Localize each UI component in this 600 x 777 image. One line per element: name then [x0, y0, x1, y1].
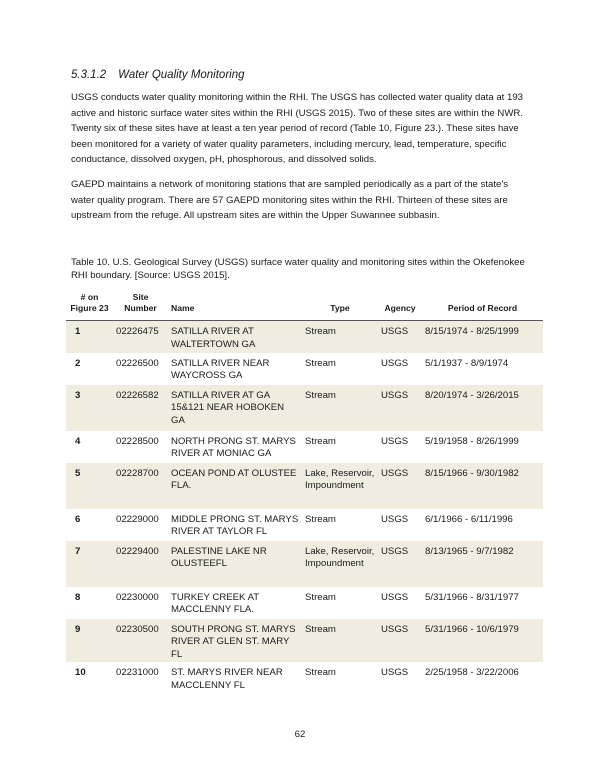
row-type: Stream [305, 435, 336, 447]
row-agency: USGS [378, 463, 422, 509]
row-period: 5/31/1966 - 8/31/1977 [425, 591, 519, 603]
row-type: Stream [302, 619, 378, 662]
row-type: Lake, Reservoir, Impoundment [302, 463, 378, 509]
table-row [66, 431, 543, 463]
row-period: 2/25/1958 - 3/22/2006 [425, 666, 519, 678]
row-site-number: 02230500 [113, 619, 168, 662]
row-agency: USGS [378, 541, 422, 587]
row-figure-number: 8 [75, 591, 81, 603]
row-period: 8/20/1974 - 3/26/2015 [422, 385, 543, 431]
header-name: Name [168, 290, 302, 321]
row-figure-number: 9 [66, 619, 113, 662]
row-site-number: 02228500 [116, 435, 159, 447]
row-agency: USGS [378, 321, 422, 353]
row-agency: USGS [378, 385, 422, 431]
row-figure-number: 7 [66, 541, 113, 587]
row-agency: USGS [381, 666, 409, 678]
row-figure-number: 5 [66, 463, 113, 509]
row-name: PALESTINE LAKE NR OLUSTEEFL [168, 541, 302, 587]
section-number: 5.3.1.2 [71, 69, 107, 81]
header-period: Period of Record [422, 290, 543, 321]
row-agency: USGS [378, 619, 422, 662]
section-heading [71, 69, 245, 81]
row-site-number: 02229000 [116, 513, 159, 525]
row-agency: USGS [381, 591, 409, 603]
row-name: SATILLA RIVER AT GA 15&121 NEAR HOBOKEN GA [168, 385, 302, 431]
monitoring-sites-table [66, 290, 543, 694]
row-site-number: 02228700 [113, 463, 168, 509]
row-name: MIDDLE PRONG ST. MARYS RIVER AT TAYLOR FL [171, 513, 299, 538]
table-row [66, 509, 543, 541]
row-site-number: 02226475 [113, 321, 168, 353]
row-type: Stream [302, 321, 378, 353]
row-name: SATILLA RIVER AT WALTERTOWN GA [168, 321, 302, 353]
page-number: 62 [294, 729, 306, 740]
row-type: Stream [305, 513, 336, 525]
table-row [66, 541, 543, 587]
row-period: 5/19/1958 - 8/26/1999 [425, 435, 519, 447]
row-period: 6/1/1966 - 6/11/1996 [425, 513, 513, 525]
table-row [66, 385, 543, 431]
row-period: 5/1/1937 - 8/9/1974 [425, 357, 509, 369]
row-type: Stream [305, 357, 336, 369]
row-agency: USGS [381, 357, 409, 369]
row-agency: USGS [381, 513, 409, 525]
row-agency: USGS [381, 435, 409, 447]
row-figure-number: 1 [66, 321, 113, 353]
row-name: OCEAN POND AT OLUSTEE FLA. [168, 463, 302, 509]
row-name: SATILLA RIVER NEAR WAYCROSS GA [171, 357, 270, 382]
row-figure-number: 2 [75, 357, 81, 369]
row-site-number: 02229400 [113, 541, 168, 587]
table-row [66, 353, 543, 385]
row-period: 8/15/1966 - 9/30/1982 [422, 463, 543, 509]
row-figure-number: 6 [75, 513, 81, 525]
row-site-number: 02230000 [116, 591, 159, 603]
table-header-row [66, 290, 543, 321]
row-figure-number: 4 [75, 435, 81, 447]
table-caption: Table 10. U.S. Geological Survey (USGS) surface water quality and monitoring sites within the Okefenokee RHI boundary. [Source: USGS 2015]. [71, 257, 525, 281]
row-period: 8/15/1974 - 8/25/1999 [422, 321, 543, 353]
table-row [66, 662, 543, 694]
table-row [66, 587, 543, 619]
paragraph-gaepd: GAEPD maintains a network of monitoring stations that are sampled periodically as a part of the state’s water quality program. There are 57 GAEPD monitoring sites within the RHI. Thirteen of these sites are upstream from the refuge. All upstream sites are within the Upper Suwannee subbasin. [71, 179, 509, 222]
row-site-number: 02226500 [116, 357, 159, 369]
row-site-number: 02226582 [113, 385, 168, 431]
table-row [66, 619, 543, 662]
row-type: Stream [302, 385, 378, 431]
row-name: SOUTH PRONG ST. MARYS RIVER AT GLEN ST. MARY FL [168, 619, 302, 662]
header-agency: Agency [378, 290, 422, 321]
row-name: TURKEY CREEK AT MACCLENNY FLA. [171, 591, 259, 616]
row-period: 5/31/1966 - 10/6/1979 [422, 619, 543, 662]
paragraph-usgs: USGS conducts water quality monitoring within the RHI. The USGS has collected water quality data at 193 active and historic surface water sites within the RHI (USGS 2015). Two of these sites are within the NWR. Twenty six of these sites have at least a ten year period of record (Table 10, Figure 23.). These sites have been monitored for a variety of water quality parameters, including mercury, lead, temperature, specific conductance, dissolved oxygen, pH, phosphorous, and dissolved solids. [71, 92, 524, 166]
row-name: ST. MARYS RIVER NEAR MACCLENNY FL [171, 666, 283, 691]
table-row [66, 321, 543, 353]
section-title: Water Quality Monitoring [118, 69, 245, 81]
header-figure-number: # on Figure 23 [66, 290, 113, 321]
row-site-number: 02231000 [116, 666, 159, 678]
row-figure-number: 3 [66, 385, 113, 431]
row-name: NORTH PRONG ST. MARYS RIVER AT MONIAC GA [171, 435, 296, 460]
table-body [66, 321, 543, 694]
header-type: Type [302, 290, 378, 321]
row-type: Lake, Reservoir, Impoundment [302, 541, 378, 587]
row-type: Stream [305, 591, 336, 603]
header-site-number: Site Number [113, 290, 168, 321]
row-figure-number: 10 [75, 666, 86, 678]
table-row [66, 463, 543, 509]
row-type: Stream [305, 666, 336, 678]
row-period: 8/13/1965 - 9/7/1982 [422, 541, 543, 587]
